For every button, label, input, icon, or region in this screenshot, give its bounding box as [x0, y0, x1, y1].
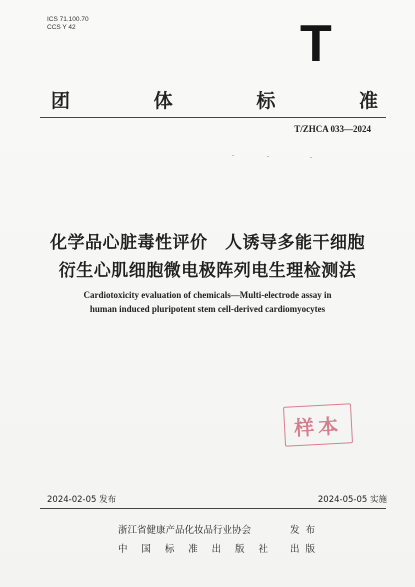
- publishing-organization: 浙江省健康产品化妆品行业协会: [118, 525, 252, 536]
- scan-speck: [310, 157, 312, 158]
- sample-stamp: [283, 403, 353, 447]
- chinese-title-line-2: 衍生心肌细胞微电极阵列电生理检测法: [58, 261, 357, 281]
- implementation-date: 2024-05-05 实施: [317, 495, 387, 505]
- standard-number: T/ZHCA 033—2024: [294, 124, 371, 134]
- english-title-line-1: Cardiotoxicity evaluation of chemicals—Multi-electrode assay in: [83, 290, 332, 300]
- group-standard-char: 标: [256, 90, 277, 112]
- group-standard-char: 准: [358, 90, 379, 112]
- chinese-title-line-1: 化学品心脏毒性评价 人诱导多能干细胞: [50, 233, 365, 253]
- bottom-divider: [40, 508, 386, 509]
- standard-type-letter: T: [300, 15, 332, 73]
- press-name-char: 中: [118, 544, 128, 555]
- group-standard-heading: [51, 86, 379, 113]
- sample-stamp-text: 样本: [293, 413, 343, 440]
- press-name-char: 社: [258, 544, 268, 555]
- top-divider: [40, 117, 386, 118]
- issue-date: 2024-02-05 发布: [47, 495, 117, 505]
- press-name: [118, 541, 268, 555]
- press-name-char: 出: [211, 544, 222, 555]
- publishing-action: 发布: [290, 525, 322, 536]
- scan-speck: [267, 156, 269, 157]
- press-action: 出版: [290, 544, 322, 555]
- group-standard-char: 团: [51, 90, 72, 112]
- press-name-char: 标: [164, 544, 175, 555]
- classification-codes: [47, 16, 89, 32]
- press-name-char: 版: [235, 544, 245, 555]
- press-name-char: 国: [141, 544, 151, 555]
- english-title-line-2: human induced pluripotent stem cell-derived cardiomyocytes: [89, 304, 326, 314]
- ics-code: ICS 71.100.70: [47, 16, 89, 23]
- scan-speck: [232, 155, 234, 156]
- group-standard-char: 体: [153, 90, 174, 112]
- press-name-char: 准: [188, 544, 198, 555]
- ccs-code: CCS Y 42: [47, 24, 76, 31]
